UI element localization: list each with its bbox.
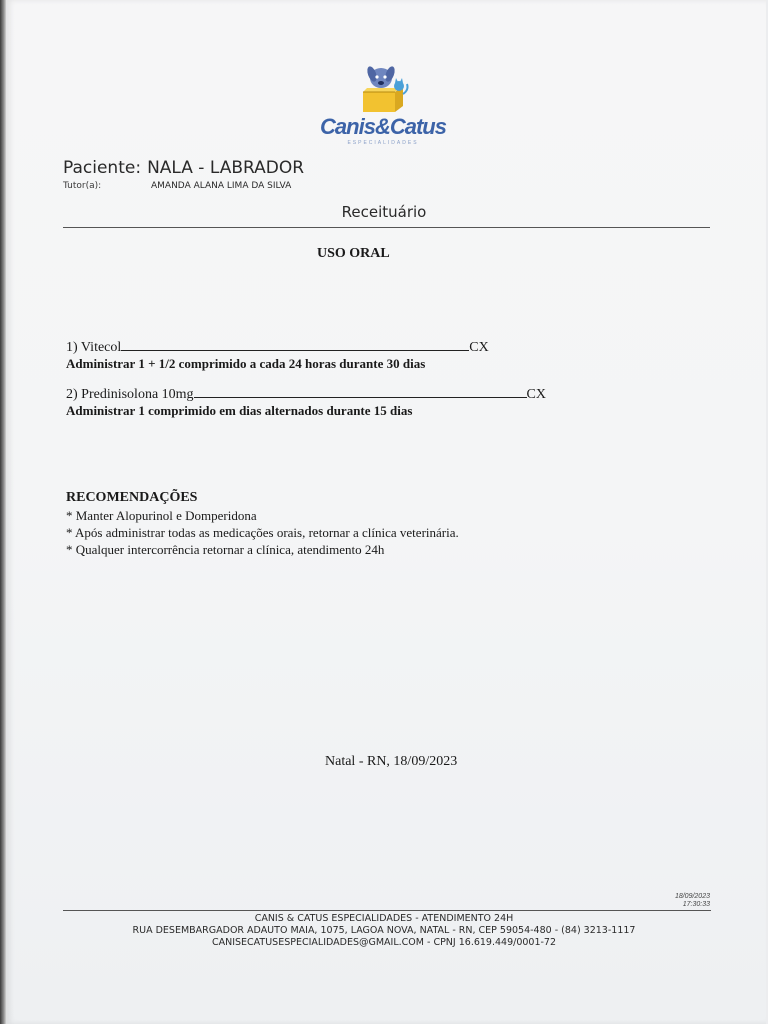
footer-contact: CANISECATUSESPECIALIDADES@GMAIL.COM - CPNJ 16.619.449/0001-72 [211,937,557,948]
recommendation-item: * Após administrar todas as medicações orais, retornar a clínica veterinária. [66,525,459,540]
patient-label: Paciente: [63,158,142,178]
medication-fill-line [121,338,469,351]
tutor-label: Tutor(a): [63,181,102,191]
footer-divider [63,910,711,911]
medication-name: 2) Predinisolona 10mg [66,387,194,402]
medication-fill-line [194,385,527,398]
medication-name: 1) Vitecol [66,340,122,355]
footer-address: RUA DESEMBARGADOR ADAUTO MAIA, 1075, LAGOA NOVA, NATAL - RN, CEP 59054-480 - (84) 3213-1117 [132,925,636,936]
logo-subtitle: ESPECIALIDADES [347,140,419,146]
tutor-value: AMANDA ALANA LIMA DA SILVA [151,181,292,191]
print-time: 17:30:33 [682,901,710,908]
recommendation-item: * Qualquer intercorrência retornar a clínica, atendimento 24h [66,542,385,557]
logo-brand-name: Canis&Catus [320,114,446,139]
clinic-logo [318,64,448,148]
medication-unit: CX [469,340,489,355]
route-heading: USO ORAL [317,246,390,261]
header-divider [63,227,710,228]
footer-clinic-name: CANIS & CATUS ESPECIALIDADES - ATENDIMENTO 24H [254,913,514,924]
document-title: Receituário [341,203,427,221]
medication-line [66,338,489,356]
patient-line [63,158,304,178]
place-and-date: Natal - RN, 18/09/2023 [325,754,458,769]
medication-line [66,385,546,403]
recommendations-title: RECOMENDAÇÕES [66,490,198,505]
patient-value: NALA - LABRADOR [147,158,305,178]
print-date: 18/09/2023 [674,893,710,900]
medication-instruction: Administrar 1 comprimido em dias alternados durante 15 dias [66,403,413,418]
medication-instruction: Administrar 1 + 1/2 comprimido a cada 24 horas durante 30 dias [66,356,426,371]
recommendation-item: * Manter Alopurinol e Domperidona [66,508,257,523]
medication-unit: CX [526,387,546,402]
dog-cat-box-icon [355,64,411,118]
